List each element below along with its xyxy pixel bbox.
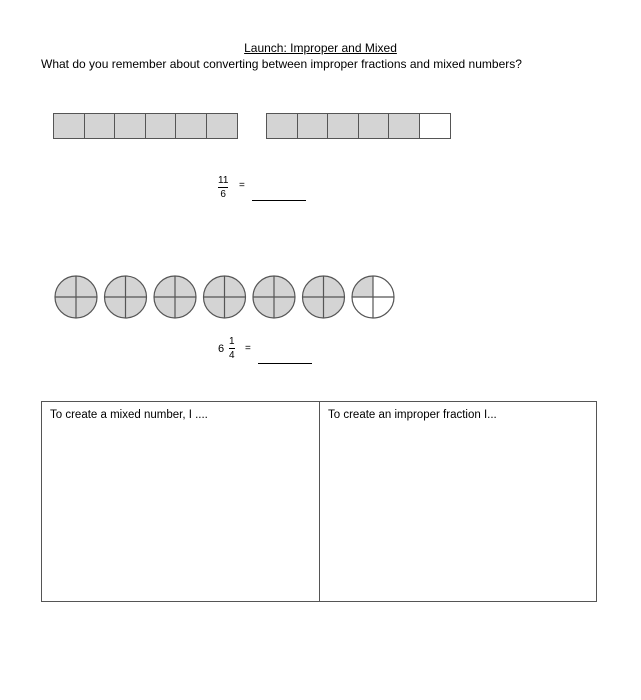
bar-model-partial [266, 113, 451, 139]
bar-cell-shaded [298, 114, 329, 138]
bar-cell-shaded [54, 114, 85, 138]
page-title: Launch: Improper and Mixed [244, 41, 397, 55]
improper-fraction-column[interactable] [320, 402, 596, 601]
fraction-bar [218, 187, 228, 188]
equals-sign: = [239, 180, 245, 191]
fraction-circle [303, 276, 345, 318]
mixed-number-heading: To create a mixed number, I .... [50, 409, 208, 421]
bar-cell-shaded [328, 114, 359, 138]
answer-blank-1[interactable] [252, 188, 306, 201]
numerator: 1 [229, 336, 235, 347]
bar-cell-shaded [359, 114, 390, 138]
question-text: What do you remember about converting between improper fractions and mixed numbers? [41, 57, 522, 71]
mixed-fraction [229, 336, 235, 361]
mixed-number-column[interactable] [42, 402, 320, 601]
fraction-circle [154, 276, 196, 318]
bar-cell-shaded [85, 114, 116, 138]
circle-model [53, 274, 398, 320]
bar-cell-empty [420, 114, 450, 138]
improper-fraction [218, 175, 228, 200]
whole-number: 6 [218, 343, 225, 355]
improper-fraction-heading: To create an improper fraction I... [328, 409, 497, 421]
bar-model-full [53, 113, 238, 139]
denominator: 6 [220, 189, 226, 200]
bar-cell-shaded [207, 114, 237, 138]
fraction-bar [229, 348, 235, 349]
equals-sign: = [245, 343, 251, 354]
bar-cell-shaded [176, 114, 207, 138]
bar-cell-shaded [115, 114, 146, 138]
denominator: 4 [229, 350, 235, 361]
bar-cell-shaded [389, 114, 420, 138]
fraction-circle [105, 276, 147, 318]
bar-cell-shaded [267, 114, 298, 138]
answer-blank-2[interactable] [258, 351, 312, 364]
fraction-circle [204, 276, 246, 318]
response-table [41, 401, 597, 602]
fraction-circle [352, 276, 394, 318]
numerator: 11 [218, 175, 229, 186]
fraction-circle [253, 276, 295, 318]
fraction-circle [55, 276, 97, 318]
bar-cell-shaded [146, 114, 177, 138]
